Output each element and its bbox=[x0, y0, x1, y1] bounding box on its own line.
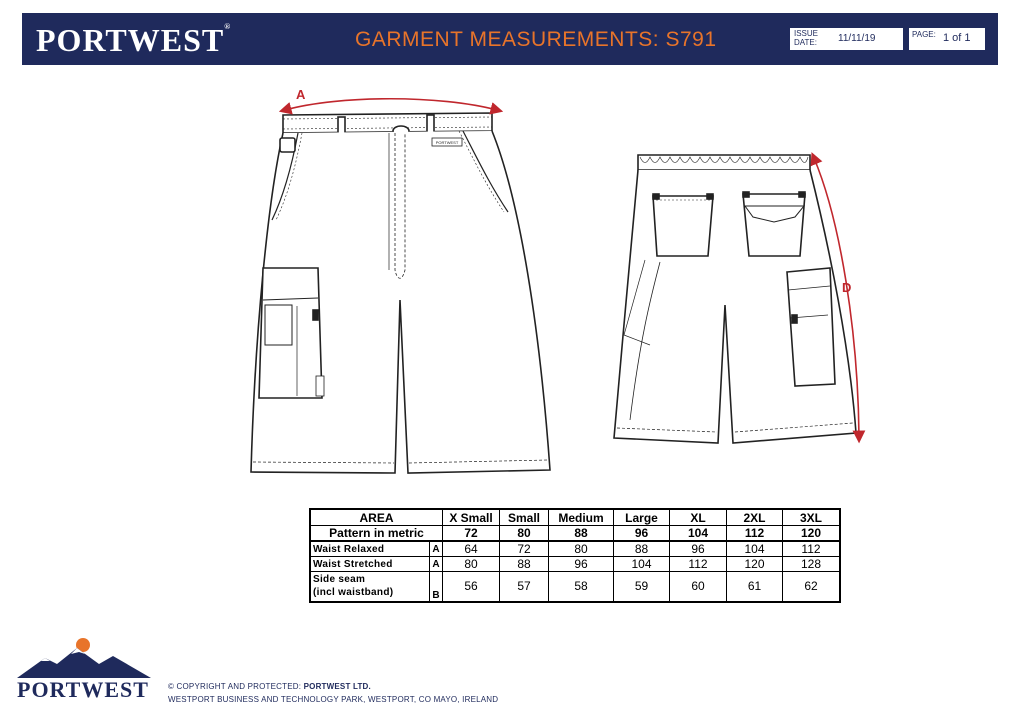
issue-date-label: ISSUE DATE: bbox=[794, 29, 819, 47]
row-code: A bbox=[430, 557, 443, 572]
page-title: GARMENT MEASUREMENTS: S791 bbox=[355, 28, 717, 51]
address-text: WESTPORT BUSINESS AND TECHNOLOGY PARK, WESTPORT, CO MAYO, IRELAND bbox=[168, 695, 499, 704]
brand-logo: PORTWEST® bbox=[36, 22, 232, 58]
table-cell: 96 bbox=[549, 557, 614, 572]
table-row bbox=[310, 557, 840, 572]
row-code: A bbox=[430, 541, 443, 557]
table-cell: 72 bbox=[500, 541, 549, 557]
header-size: Medium bbox=[549, 509, 614, 526]
footer-brand: PORTWEST bbox=[17, 677, 149, 702]
table-header-row bbox=[310, 509, 840, 526]
table-cell: 104 bbox=[670, 526, 727, 542]
table-cell: 80 bbox=[443, 557, 500, 572]
page-label: PAGE: bbox=[912, 30, 936, 39]
copyright-text: © COPYRIGHT AND PROTECTED: PORTWEST LTD. bbox=[168, 682, 371, 691]
front-view-shorts bbox=[251, 113, 550, 473]
table-row bbox=[310, 572, 840, 602]
table-cell: 128 bbox=[783, 557, 841, 572]
table-cell: 88 bbox=[614, 541, 670, 557]
measure-a-label: A bbox=[296, 87, 306, 102]
row-label: Side seam (incl waistband) bbox=[310, 572, 430, 602]
table-cell: 80 bbox=[500, 526, 549, 542]
row-code: B bbox=[430, 572, 443, 602]
table-cell: 58 bbox=[549, 572, 614, 602]
table-cell: 104 bbox=[614, 557, 670, 572]
table-cell: 80 bbox=[549, 541, 614, 557]
issue-date-value: 11/11/19 bbox=[838, 33, 876, 44]
header-size: XL bbox=[670, 509, 727, 526]
measure-a-arrow bbox=[285, 99, 497, 110]
measure-d-label: D bbox=[842, 280, 852, 295]
back-view-shorts bbox=[614, 155, 856, 443]
table-cell: 59 bbox=[614, 572, 670, 602]
table-cell: 112 bbox=[727, 526, 783, 542]
front-brand-tag: PORTWEST bbox=[435, 140, 459, 145]
table-cell: 120 bbox=[727, 557, 783, 572]
page-value: 1 of 1 bbox=[943, 32, 971, 44]
table-cell: 62 bbox=[783, 572, 841, 602]
table-row bbox=[310, 541, 840, 557]
header-size: Small bbox=[500, 509, 549, 526]
table-cell: 88 bbox=[549, 526, 614, 542]
table-cell: 120 bbox=[783, 526, 841, 542]
row-label: Waist Relaxed bbox=[310, 541, 430, 557]
header-area: AREA bbox=[310, 509, 443, 526]
table-cell: 61 bbox=[727, 572, 783, 602]
table-cell: 104 bbox=[727, 541, 783, 557]
table-cell: 60 bbox=[670, 572, 727, 602]
header-size: 2XL bbox=[727, 509, 783, 526]
header-size: X Small bbox=[443, 509, 500, 526]
table-cell: 96 bbox=[614, 526, 670, 542]
table-cell: 64 bbox=[443, 541, 500, 557]
table-cell: 96 bbox=[670, 541, 727, 557]
table-cell: 112 bbox=[670, 557, 727, 572]
measurement-table bbox=[309, 508, 841, 603]
table-cell: 56 bbox=[443, 572, 500, 602]
table-row-pattern bbox=[310, 526, 840, 542]
pattern-label: Pattern in metric bbox=[310, 526, 443, 542]
header-size: Large bbox=[614, 509, 670, 526]
header-size: 3XL bbox=[783, 509, 841, 526]
table-cell: 72 bbox=[443, 526, 500, 542]
table-cell: 88 bbox=[500, 557, 549, 572]
mountain-logo-icon bbox=[15, 636, 155, 680]
table-cell: 57 bbox=[500, 572, 549, 602]
row-label: Waist Stretched bbox=[310, 557, 430, 572]
table-cell: 112 bbox=[783, 541, 841, 557]
